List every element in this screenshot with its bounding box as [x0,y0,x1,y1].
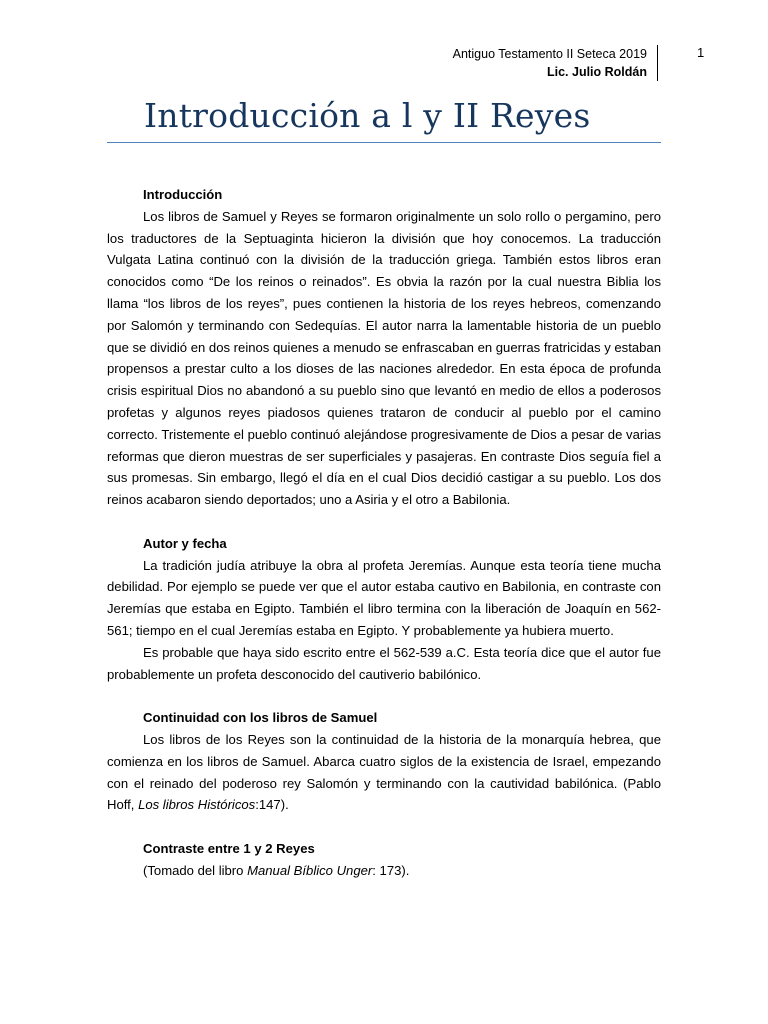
section-heading-contrast: Contraste entre 1 y 2 Reyes [143,840,315,856]
contrast-citation-end: : 173). [372,862,410,878]
section-heading-continuity: Continuidad con los libros de Samuel [143,710,378,726]
paragraph-continuity [107,729,661,816]
contrast-text: (Tomado del libro [143,862,248,878]
page-number: 1 [697,45,705,60]
continuity-text: Los libros de los Reyes son la continuidad de la historia de la monarquía hebrea, que comienza en los libros de Samuel. Abarca cuatro siglos de la existencia de Israel, empezando con el reinado del poderoso rey Salomón y terminando con la cautividad babilónica. (Pablo Hoff, [107,731,661,813]
continuity-citation-end: :147). [255,797,289,813]
running-header [453,45,658,81]
header-course: Antiguo Testamento II Seteca 2019 [452,47,647,61]
document-body [107,184,661,882]
continuity-citation-title: Los libros Históricos [138,797,256,813]
section-heading-author: Autor y fecha [143,535,227,551]
title-underline [107,142,661,143]
paragraph-author-1: La tradición judía atribuye la obra al profeta Jeremías. Aunque esta teoría tiene mucha debilidad. Por ejemplo se puede ver que el autor estaba cautivo en Babilonia, en contraste con Jeremías que estaba en Egipto. También el libro termina con la liberación de Joaquín en 562-561; tiempo en el cual Jeremías estaba en Egipto. Y probablemente ya hubiera muerto. [107,557,661,638]
paragraph-author-2: Es probable que haya sido escrito entre el 562-539 a.C. Esta teoría dice que el autor fue probablemente un profeta desconocido del cautiverio babilónico. [107,644,661,682]
header-author: Lic. Julio Roldán [546,65,647,79]
paragraph-intro: Los libros de Samuel y Reyes se formaron originalmente un solo rollo o pergamino, pero los traductores de la Septuaginta hicieron la división que hoy conocemos. La traducción Vulgata Latina continuó con la división de la traducción griega. También estos libros eran conocidos como “De los reinos o reinados”. Es obvia la razón por la cual nuestra Biblia los llama “los libros de los reyes”, pues contienen la historia de los reyes hebreos, comenzando por Salomón y terminando con Sedequías. El autor narra la lamentable historia de un pueblo que se dividió en dos reinos quienes a menudo se enfrascaban en guerras fratricidas y estaban propensos a prestar culto a los dioses de las naciones alrededor. En esta época de profunda crisis espiritual Dios no abandonó a su pueblo sino que levantó en medio de ellos a poderosos profetas y algunos reyes piadosos quienes trataron de conducir al pueblo por el camino correcto. Tristemente el pueblo continuó alejándose progresivamente de Dios a pesar de varias reformas que dieron muestras de ser superficiales y pasajeras. En contraste Dios seguía fiel a sus promesas. Sin embargo, llegó el día en el cual Dios decidió castigar a su pueblo. Los dos reinos acabaron siendo deportados; uno a Asiria y el otro a Babilonia. [107,208,661,508]
document-title: Introducción a l y II Reyes [144,96,591,135]
section-heading-intro: Introducción [143,187,223,202]
paragraph-contrast [107,860,661,882]
contrast-citation-title: Manual Bíblico Unger [247,862,373,878]
